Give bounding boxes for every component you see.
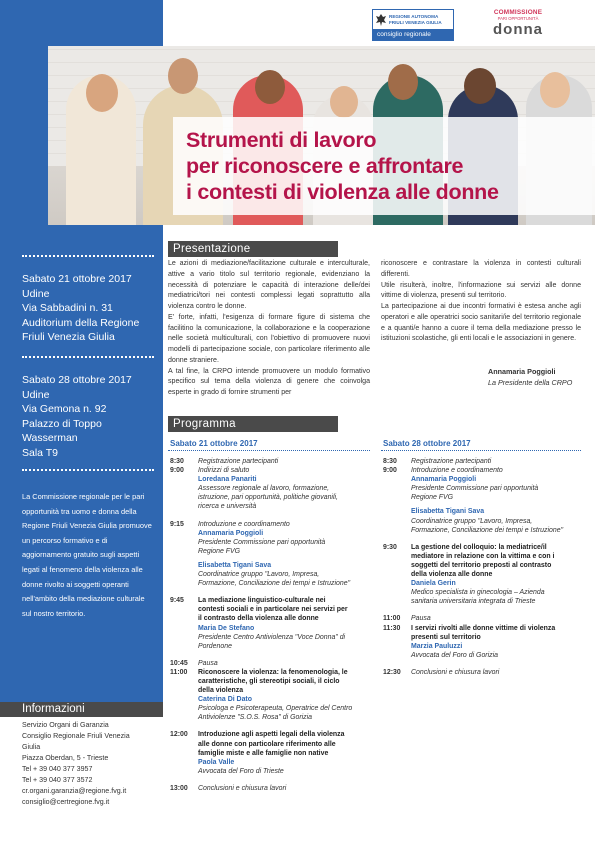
speaker-role: Assessore regionale al lavoro, formazione, bbox=[198, 485, 330, 493]
schedule-item bbox=[170, 596, 375, 651]
contact-info bbox=[22, 720, 160, 808]
speaker-role: Psicologa e Psicoterapeuta, Operatrice del Centro bbox=[198, 705, 353, 713]
section-heading-programma: Programma bbox=[168, 416, 338, 432]
schedule-time: 8:30 bbox=[170, 458, 184, 465]
schedule-item bbox=[383, 624, 588, 660]
dotted-divider bbox=[22, 469, 154, 471]
cpo-logo-line: PARI OPPORTUNITÀ bbox=[497, 16, 539, 21]
session-title: soggetti del territorio preposti al contrasto bbox=[411, 561, 552, 569]
speaker-role: Presidente Centro Antiviolenza "Voce Donna" di bbox=[198, 633, 346, 641]
session-title: della violenza bbox=[198, 687, 244, 695]
photo-person-head bbox=[388, 64, 418, 100]
schedule-item bbox=[383, 466, 588, 535]
schedule-time: 12:30 bbox=[383, 668, 401, 676]
region-logo-line: FRIULI VENEZIA GIULIA bbox=[389, 19, 442, 25]
session-title: famiglie miste e alle famiglie non native bbox=[198, 749, 329, 757]
schedule-item bbox=[170, 784, 375, 793]
day-1-title: Sabato 21 ottobre 2017 bbox=[170, 439, 258, 448]
speaker-role: Regione FVG bbox=[411, 494, 454, 502]
event-2-venue: Sala T9 bbox=[22, 446, 58, 459]
session-title: della violenza alle donne bbox=[411, 571, 493, 579]
main-title-line: per riconoscere e affrontare bbox=[186, 154, 464, 178]
speaker-role: Regione FVG bbox=[198, 547, 241, 555]
presentazione-column-2 bbox=[381, 259, 581, 345]
paragraph: riconoscere e contrastare la violenza in contesti culturali differenti. bbox=[381, 260, 581, 278]
contact-address: Piazza Oberdan, 5 - Trieste bbox=[22, 754, 109, 762]
contact-email-link[interactable]: consiglio@certregione.fvg.it bbox=[22, 798, 110, 806]
schedule-item bbox=[170, 659, 375, 668]
signature-name: Annamaria Poggioli bbox=[488, 367, 556, 376]
schedule-text: Pausa bbox=[411, 615, 431, 623]
session-title: presenti sul territorio bbox=[411, 633, 481, 641]
dotted-divider bbox=[22, 356, 154, 358]
day-1-schedule bbox=[170, 457, 375, 793]
speaker-name: Loredana Panariti bbox=[198, 476, 257, 484]
event-1-city: Udine bbox=[22, 287, 50, 300]
dotted-divider bbox=[168, 450, 370, 451]
session-title: I servizi rivolti alle donne vittime di violenza bbox=[411, 624, 556, 632]
signature bbox=[488, 367, 572, 388]
schedule-text: Indirizzi di saluto bbox=[198, 467, 250, 475]
intro-text: La Commissione regionale per le pari opportunità tra uomo e donna della Regione Friuli Venezia Giulia promuove un percorso formativo e di aggiornamento gratuito sugli aspetti legati al fenomeno della violenza alle donne rivolto ai soggetti operanti nell'ambito della mediazione culturale sul nostro territorio. bbox=[22, 492, 152, 618]
schedule-item bbox=[170, 466, 375, 511]
schedule-time: 11:00 bbox=[170, 668, 188, 676]
speaker-role: Avvocata del Foro di Trieste bbox=[198, 767, 284, 775]
region-logo-caption: consiglio regionale bbox=[373, 29, 453, 40]
speaker-name: Daniela Gerin bbox=[411, 580, 456, 588]
contact-phone: Tel + 39 040 377 3957 bbox=[22, 765, 93, 773]
schedule-item bbox=[383, 614, 588, 623]
contact-phone: Tel + 39 040 377 3572 bbox=[22, 776, 93, 784]
schedule-text: Introduzione e coordinamento bbox=[411, 467, 503, 475]
photo-person-head bbox=[168, 58, 198, 94]
presentazione-column-1 bbox=[168, 259, 370, 399]
region-logo bbox=[372, 9, 454, 41]
schedule-item bbox=[383, 668, 588, 677]
paragraph: Utile risulterà, inoltre, l'informazione sui servizi alle donne vittime di violenza, presenti sul territorio. bbox=[381, 281, 581, 300]
signature-role: La Presidente della CRPO bbox=[488, 377, 573, 387]
speaker-role: Formazione, Conciliazione dei tempi e Istruzione" bbox=[411, 526, 564, 534]
speaker-name: Maria De Stefano bbox=[198, 624, 255, 632]
main-title-line: i contesti di violenza alle donne bbox=[186, 180, 499, 204]
section-heading-presentazione: Presentazione bbox=[168, 241, 338, 257]
event-1-date: Sabato 21 ottobre 2017 bbox=[22, 273, 132, 285]
cpo-logo bbox=[488, 9, 548, 41]
photo-person-head bbox=[464, 68, 496, 104]
paragraph: E' forte, infatti, l'esigenza di formare figure di sistema che facilitino la comunicazione, la collaborazione e la cooperazione nelle società multiculturali, con l'obiettivo di promuovere nuovi modelli di partecipazione sociale, con particolare riferimento alle donne straniere. bbox=[168, 313, 370, 364]
speaker-role: sanitaria universitaria integrata di Trieste bbox=[411, 598, 536, 606]
schedule-time: 8:30 bbox=[383, 458, 397, 465]
speaker-role: Presidente Commissione pari opportunità bbox=[411, 485, 539, 493]
schedule-text: Conclusioni e chiusura lavori bbox=[411, 668, 500, 676]
session-title: il contrasto della violenza alle donne bbox=[198, 615, 319, 623]
region-logo-line: REGIONE AUTONOMA bbox=[389, 14, 439, 20]
contact-email-link[interactable]: cr.organi.garanzia@regione.fvg.it bbox=[22, 787, 127, 795]
schedule-item bbox=[170, 730, 375, 775]
event-1-venue: Friuli Venezia Giulia bbox=[22, 331, 115, 343]
schedule-time: 10:45 bbox=[170, 659, 188, 667]
speaker-role: Avvocata del Foro di Gorizia bbox=[411, 651, 499, 659]
schedule-time: 9:00 bbox=[383, 467, 397, 475]
schedule-time: 9:00 bbox=[170, 467, 184, 475]
schedule-item bbox=[383, 457, 588, 466]
speaker-role: Presidente Commissione pari opportunità bbox=[198, 538, 326, 546]
schedule-time: 9:30 bbox=[383, 543, 397, 551]
schedule-time: 9:15 bbox=[170, 520, 184, 528]
eagle-emblem-icon bbox=[376, 14, 386, 26]
photo-person-head bbox=[86, 74, 118, 112]
speaker-role: Coordinatrice gruppo "Lavoro, Impresa, bbox=[411, 517, 533, 525]
paragraph: A tal fine, la CRPO intende promuovere un modulo formativo specifico sul tema della violenza di genere che coinvolga esperte in grado di fornire strumenti per bbox=[168, 367, 370, 396]
event-2-address: Via Gemona n. 92 bbox=[22, 403, 107, 415]
speaker-name: Caterina Di Dato bbox=[198, 696, 252, 704]
schedule-item bbox=[170, 520, 375, 589]
speaker-name: Paola Valle bbox=[198, 758, 235, 766]
title-box bbox=[173, 117, 595, 215]
day-2-title: Sabato 28 ottobre 2017 bbox=[383, 439, 471, 448]
schedule-item bbox=[170, 457, 375, 466]
schedule-text: Registrazione partecipanti bbox=[198, 458, 279, 465]
speaker-name: Elisabetta Tigani Sava bbox=[198, 561, 272, 569]
session-title: mediatore in relazione con la vittima e con i bbox=[411, 552, 555, 560]
event-2-venue: Palazzo di Toppo bbox=[22, 417, 102, 430]
cpo-logo-line: COMMISSIONE bbox=[493, 9, 543, 16]
paragraph: Le azioni di mediazione/facilitazione culturale e interculturale, attive a vario titolo sul territorio regionale, evidenziano la necessità di potenziare le capacità di interazione delle/dei mediatrici/tori nei contesti complessi legati soprattutto alla violenza contro le donne. bbox=[168, 260, 370, 310]
photo-person-head bbox=[330, 86, 358, 118]
schedule-time: 9:45 bbox=[170, 597, 184, 605]
speaker-role: ricerca e università bbox=[198, 503, 257, 511]
schedule-text: Conclusioni e chiusura lavori bbox=[198, 784, 287, 792]
speaker-role: istruzione, pari opportunità, politiche giovanili, bbox=[198, 494, 338, 502]
session-title: contesti sociali e in particolare nei servizi per bbox=[198, 606, 348, 614]
dotted-divider bbox=[381, 450, 581, 451]
speaker-role: Medico specialista in ginecologia – Azienda bbox=[411, 589, 545, 597]
session-title: Riconoscere la violenza: la fenomenologia, le bbox=[198, 668, 348, 676]
paragraph: La partecipazione ai due incontri formativi è estesa anche agli operatori e alle operatrici socio sanitari/ie del territorio regionale e a quanti/e hanno a cuore il tema della mediazione presso le istituzioni scolastiche, gli enti locali e le associazioni in genere. bbox=[381, 303, 581, 343]
session-title: La gestione del colloquio: la mediatrice/il bbox=[411, 543, 547, 551]
contact-line: Consiglio Regionale Friuli Venezia bbox=[22, 732, 130, 740]
session-title: La mediazione linguistico-culturale nei bbox=[198, 597, 326, 605]
schedule-text: Pausa bbox=[198, 659, 218, 667]
contact-line: Giulia bbox=[22, 743, 41, 751]
schedule-text: Registrazione partecipanti bbox=[411, 458, 492, 465]
session-title: caratteristiche, gli stereotipi sociali, il ciclo bbox=[198, 677, 340, 685]
contact-line: Servizio Organi di Garanzia bbox=[22, 721, 109, 729]
session-title: alle donne con particolare riferimento alle bbox=[198, 740, 336, 748]
event-2-venue: Wasserman bbox=[22, 432, 78, 444]
event-2-city: Udine bbox=[22, 388, 50, 401]
event-1-address: Via Sabbadini n. 31 bbox=[22, 302, 113, 314]
event-2-details bbox=[22, 373, 132, 460]
event-1-details bbox=[22, 272, 139, 345]
event-2-date: Sabato 28 ottobre 2017 bbox=[22, 374, 132, 386]
speaker-role: Coordinatrice gruppo "Lavoro, Impresa, bbox=[198, 571, 320, 579]
day-2-schedule bbox=[383, 457, 588, 677]
speaker-name: Annamaria Poggioli bbox=[198, 529, 264, 537]
main-title-line: Strumenti di lavoro bbox=[186, 128, 377, 152]
speaker-name: Marzia Pauluzzi bbox=[411, 642, 463, 650]
session-title: Introduzione agli aspetti legali della violenza bbox=[198, 731, 345, 739]
schedule-time: 11:00 bbox=[383, 615, 401, 623]
cpo-logo-wordmark: donna bbox=[493, 21, 543, 38]
schedule-time: 13:00 bbox=[170, 784, 188, 792]
speaker-role: Pordenone bbox=[198, 642, 232, 650]
schedule-time: 12:00 bbox=[170, 731, 188, 739]
speaker-role: Formazione, Conciliazione dei tempi e Istruzione" bbox=[198, 580, 351, 588]
photo-person-head bbox=[255, 70, 285, 104]
photo-person-head bbox=[540, 72, 570, 108]
speaker-name: Elisabetta Tigani Sava bbox=[411, 508, 485, 516]
event-1-venue: Auditorium della Regione bbox=[22, 316, 140, 329]
schedule-time: 11:30 bbox=[383, 624, 401, 632]
schedule-text: Introduzione e coordinamento bbox=[198, 520, 290, 528]
speaker-role: Antiviolenze "S.O.S. Rosa" di Gorizia bbox=[198, 714, 313, 722]
dotted-divider bbox=[22, 255, 154, 257]
speaker-name: Annamaria Poggioli bbox=[411, 476, 477, 484]
schedule-item bbox=[170, 668, 375, 723]
section-heading-informazioni: Informazioni bbox=[0, 702, 163, 717]
schedule-item bbox=[383, 543, 588, 607]
